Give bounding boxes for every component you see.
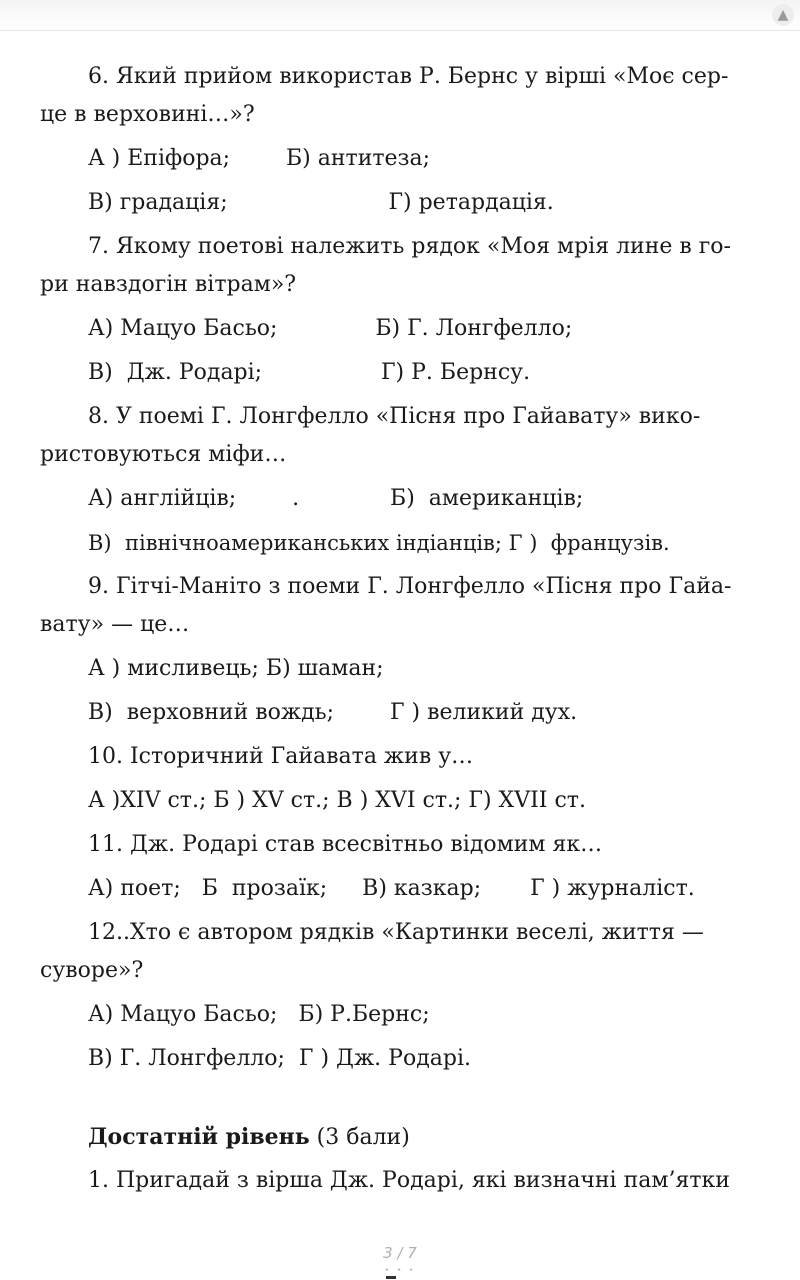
up-arrow-icon[interactable]: ▲ [772, 4, 794, 26]
answer-options: А) поет; Б прозаїк; В) казкар; Г ) журналіст. [88, 876, 695, 901]
viewer-top-bar [0, 0, 800, 31]
section-heading [40, 1118, 762, 1156]
document-page [40, 58, 762, 1206]
question-10 [40, 738, 762, 776]
question-text: це в верховині…»? [40, 102, 255, 127]
answer-options: В) північноамериканських індіанців; Г ) французів. [88, 531, 670, 555]
scroll-handle[interactable] [386, 1276, 396, 1279]
question-text: 11. Дж. Родарі став всесвітньо відомим як… [88, 832, 603, 857]
question-9 [40, 568, 762, 644]
answer-options: В) градація; Г) ретардація. [88, 190, 554, 215]
question-8 [40, 398, 762, 474]
question-text: 6. Який прийом використав Р. Бернс у вірші «Моє сер- [88, 64, 729, 89]
question-text: 8. У поемі Г. Лонгфелло «Пісня про Гайавату» вико- [88, 404, 701, 429]
answer-options: А ) мисливець; Б) шаман; [88, 656, 384, 681]
question-6 [40, 58, 762, 134]
question-11 [40, 826, 762, 864]
question-text: 12..Хто є автором рядків «Картинки веселі, життя — [88, 920, 704, 945]
question-7 [40, 228, 762, 304]
question-text: суворе»? [40, 958, 144, 983]
answer-options: А )XIV ст.; Б ) XV ст.; В ) XVI ст.; Г) XVII ст. [88, 788, 586, 813]
answer-options: А) Мацуо Басьо; Б) Г. Лонгфелло; [88, 316, 573, 341]
answer-options: В) Г. Лонгфелло; Г ) Дж. Родарі. [88, 1046, 471, 1071]
answer-options: А ) Епіфора; Б) антитеза; [88, 146, 431, 171]
scroll-dots: • • • [384, 1266, 416, 1276]
question-12 [40, 914, 762, 990]
page-indicator: 3 / 7 [383, 1244, 417, 1262]
answer-options: А) Мацуо Басьо; Б) Р.Бернс; [88, 1002, 430, 1027]
question-text: ристовуються міфи… [40, 442, 287, 467]
section-task-1 [40, 1162, 762, 1200]
section-points: (3 бали) [309, 1125, 410, 1150]
question-text: ри навздогін вітрам»? [40, 272, 297, 297]
question-text: 9. Гітчі-Маніто з поеми Г. Лонгфелло «Пісня про Гайа- [88, 574, 732, 599]
task-text: 1. Пригадай з вірша Дж. Родарі, які визначні пам’ятки [88, 1168, 730, 1193]
question-text: вату» — це… [40, 612, 190, 637]
section-title: Достатній рівень [88, 1124, 310, 1150]
answer-options: В) верховний вождь; Г ) великий дух. [88, 700, 578, 725]
section-spacer [40, 1084, 762, 1118]
question-text: 10. Історичний Гайавата жив у… [88, 744, 474, 769]
answer-options: А) англійців; . Б) американців; [88, 486, 584, 511]
answer-options: В) Дж. Родарі; Г) Р. Бернсу. [88, 360, 531, 385]
question-text: 7. Якому поетові належить рядок «Моя мрія лине в го- [88, 234, 731, 259]
